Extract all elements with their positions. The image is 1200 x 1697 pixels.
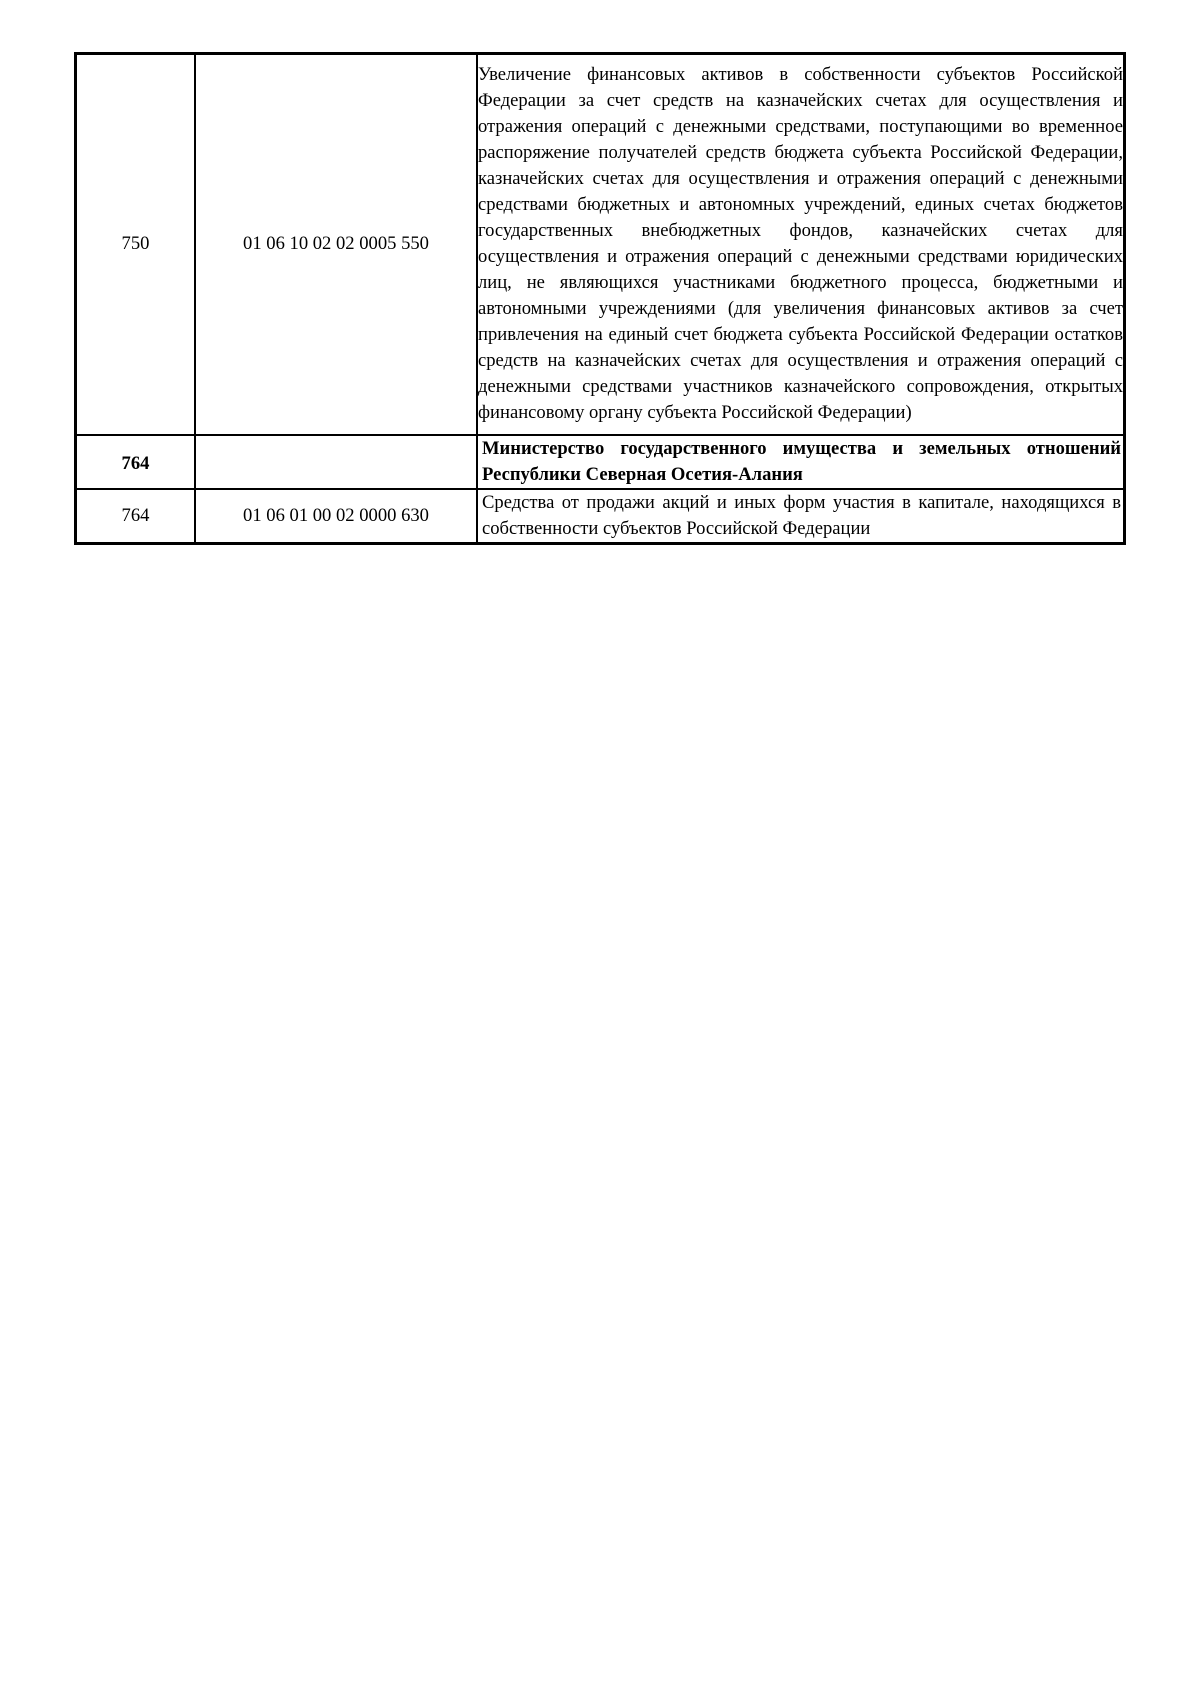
source-code-cell: 01 06 10 02 02 0005 550: [195, 54, 477, 435]
budget-sources-table: [74, 52, 1126, 545]
source-code-cell: 01 06 01 00 02 0000 630: [195, 489, 477, 544]
table-row: [76, 489, 1125, 544]
admin-code-cell: 750: [76, 54, 196, 435]
description-cell: Увеличение финансовых активов в собственности субъектов Российской Федерации за счет средств на казначейских счетах для осуществления и отражения операций с денежными средствами, поступающими во временное распоряжение получателей средств бюджета субъекта Российской Федерации, казначейских счетах для осуществления и отражения операций с денежными средствами бюджетных и автономных учреждений, единых счетах бюджетов государственных внебюджетных фондов, казначейских счетах для осуществления и отражения операций с денежными средствами юридических лиц, не являющихся участниками бюджетного процесса, бюджетными и автономными учреждениями (для увеличения финансовых активов за счет привлечения на единый счет бюджета субъекта Российской Федерации остатков средств на казначейских счетах для осуществления и отражения операций с денежными средствами участников казначейского сопровождения, открытых финансовому органу субъекта Российской Федерации): [477, 54, 1125, 435]
admin-code-cell: 764: [76, 435, 196, 489]
description-cell: Средства от продажи акций и иных форм участия в капитале, находящихся в собственности субъектов Российской Федерации: [477, 489, 1125, 544]
admin-code-cell: 764: [76, 489, 196, 544]
table-row-ministry-header: [76, 435, 1125, 489]
table-row: [76, 54, 1125, 435]
description-cell: Министерство государственного имущества и земельных отношений Республики Северная Осетия-Алания: [477, 435, 1125, 489]
source-code-cell: [195, 435, 477, 489]
